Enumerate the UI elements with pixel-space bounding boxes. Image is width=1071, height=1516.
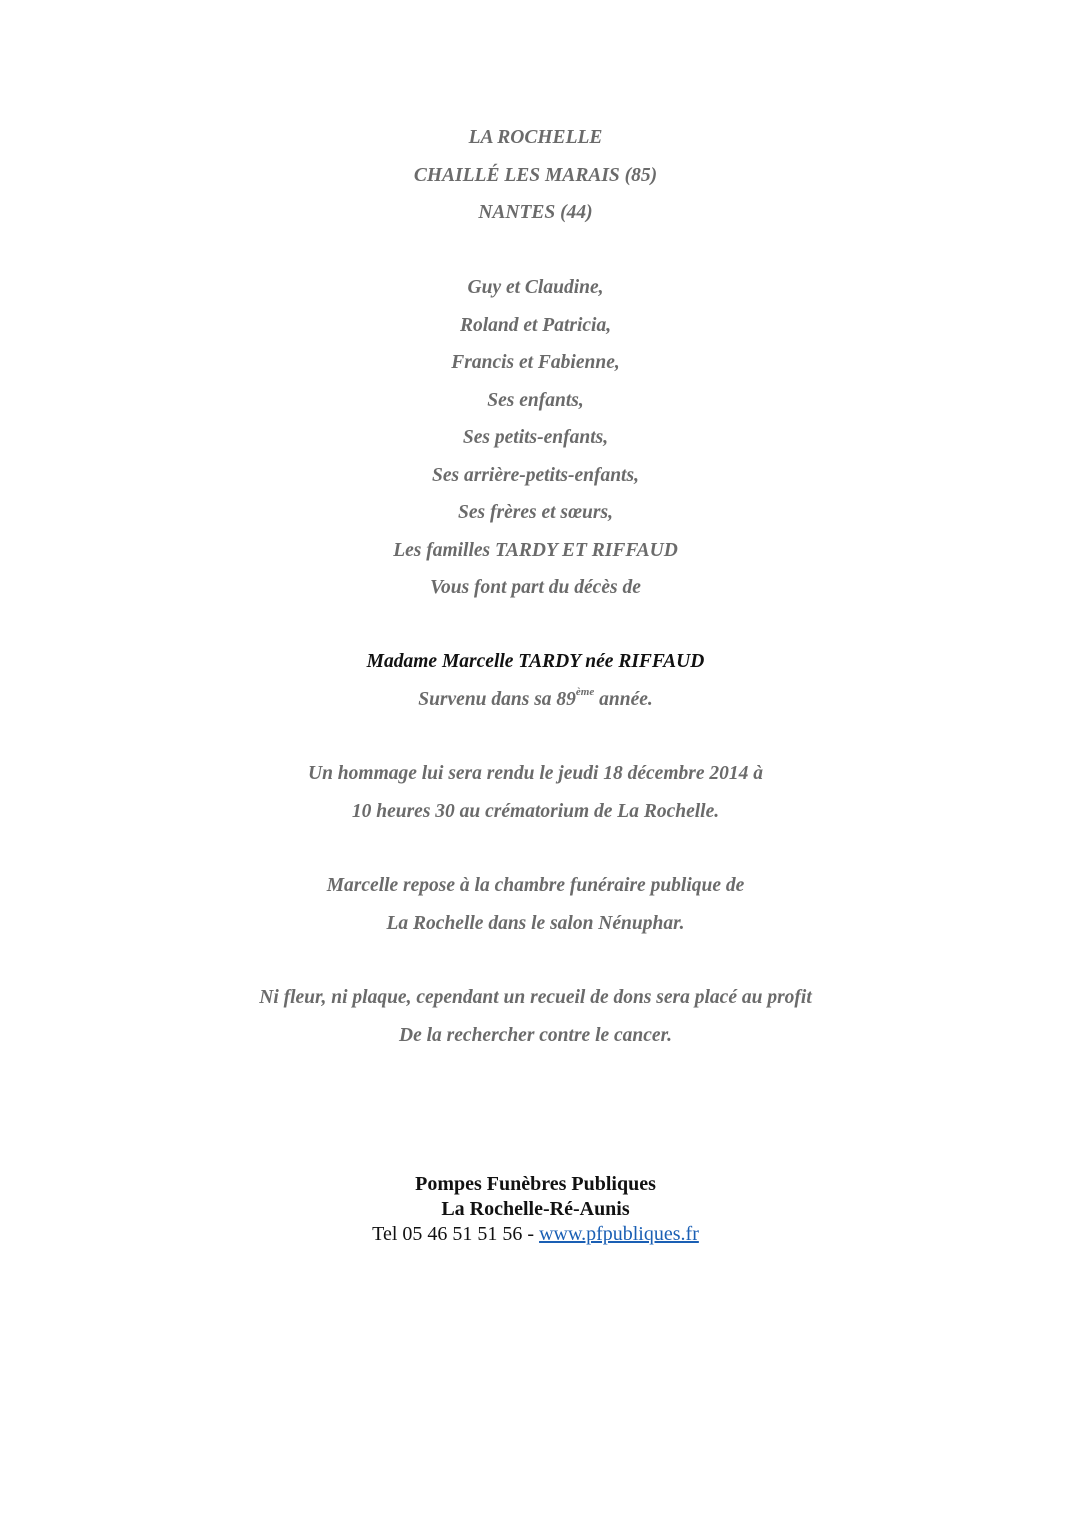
family-line: Ses petits-enfants, (462, 427, 609, 448)
place-line: CHAILLÉ LES MARAIS (85) (413, 164, 658, 186)
donations-line: Ni fleur, ni plaque, cependant un recueil de dons sera placé au profit (259, 987, 812, 1008)
donations-block (0, 979, 1071, 1054)
deceased-age (0, 681, 1071, 719)
company-location: La Rochelle-Ré-Aunis (441, 1198, 630, 1220)
website-link[interactable]: www.pfpubliques.fr (539, 1223, 699, 1245)
donations-line: De la rechercher contre le cancer. (399, 1024, 672, 1046)
age-text-end: année. (594, 688, 653, 710)
place-line: LA ROCHELLE (468, 127, 603, 148)
company-name: Pompes Funèbres Publiques (415, 1173, 656, 1195)
age-superscript: ème (575, 686, 595, 698)
deceased-name: Madame Marcelle TARDY née RIFFAUD (366, 651, 705, 672)
places-block (0, 119, 1071, 232)
family-line: Ses enfants, (487, 389, 584, 411)
family-line: Roland et Patricia, (459, 314, 612, 336)
family-line: Ses arrière-petits-enfants, (432, 464, 639, 486)
telephone-text: Tel 05 46 51 51 56 - (372, 1223, 540, 1245)
family-line: Vous font part du décès de (430, 577, 641, 598)
ceremony-block (0, 755, 1071, 830)
age-text: Survenu dans sa 89 (418, 688, 576, 710)
ceremony-line: Un hommage lui sera rendu le jeudi 18 décembre 2014 à (308, 763, 763, 784)
rest-block (0, 867, 1071, 942)
place-line: NANTES (44) (478, 202, 593, 223)
family-block (0, 269, 1071, 607)
family-line: Les familles TARDY ET RIFFAUD (393, 539, 678, 561)
footer-block (0, 1172, 1071, 1247)
family-line: Ses frères et sœurs, (458, 502, 613, 523)
ceremony-line: 10 heures 30 au crématorium de La Rochelle. (351, 800, 720, 822)
contact-line (0, 1222, 1071, 1247)
deceased-block (0, 643, 1071, 718)
rest-line: Marcelle repose à la chambre funéraire publique de (326, 875, 745, 896)
family-line: Guy et Claudine, (467, 277, 604, 298)
family-line: Francis et Fabienne, (451, 352, 620, 373)
rest-line: La Rochelle dans le salon Nénuphar. (386, 912, 685, 934)
